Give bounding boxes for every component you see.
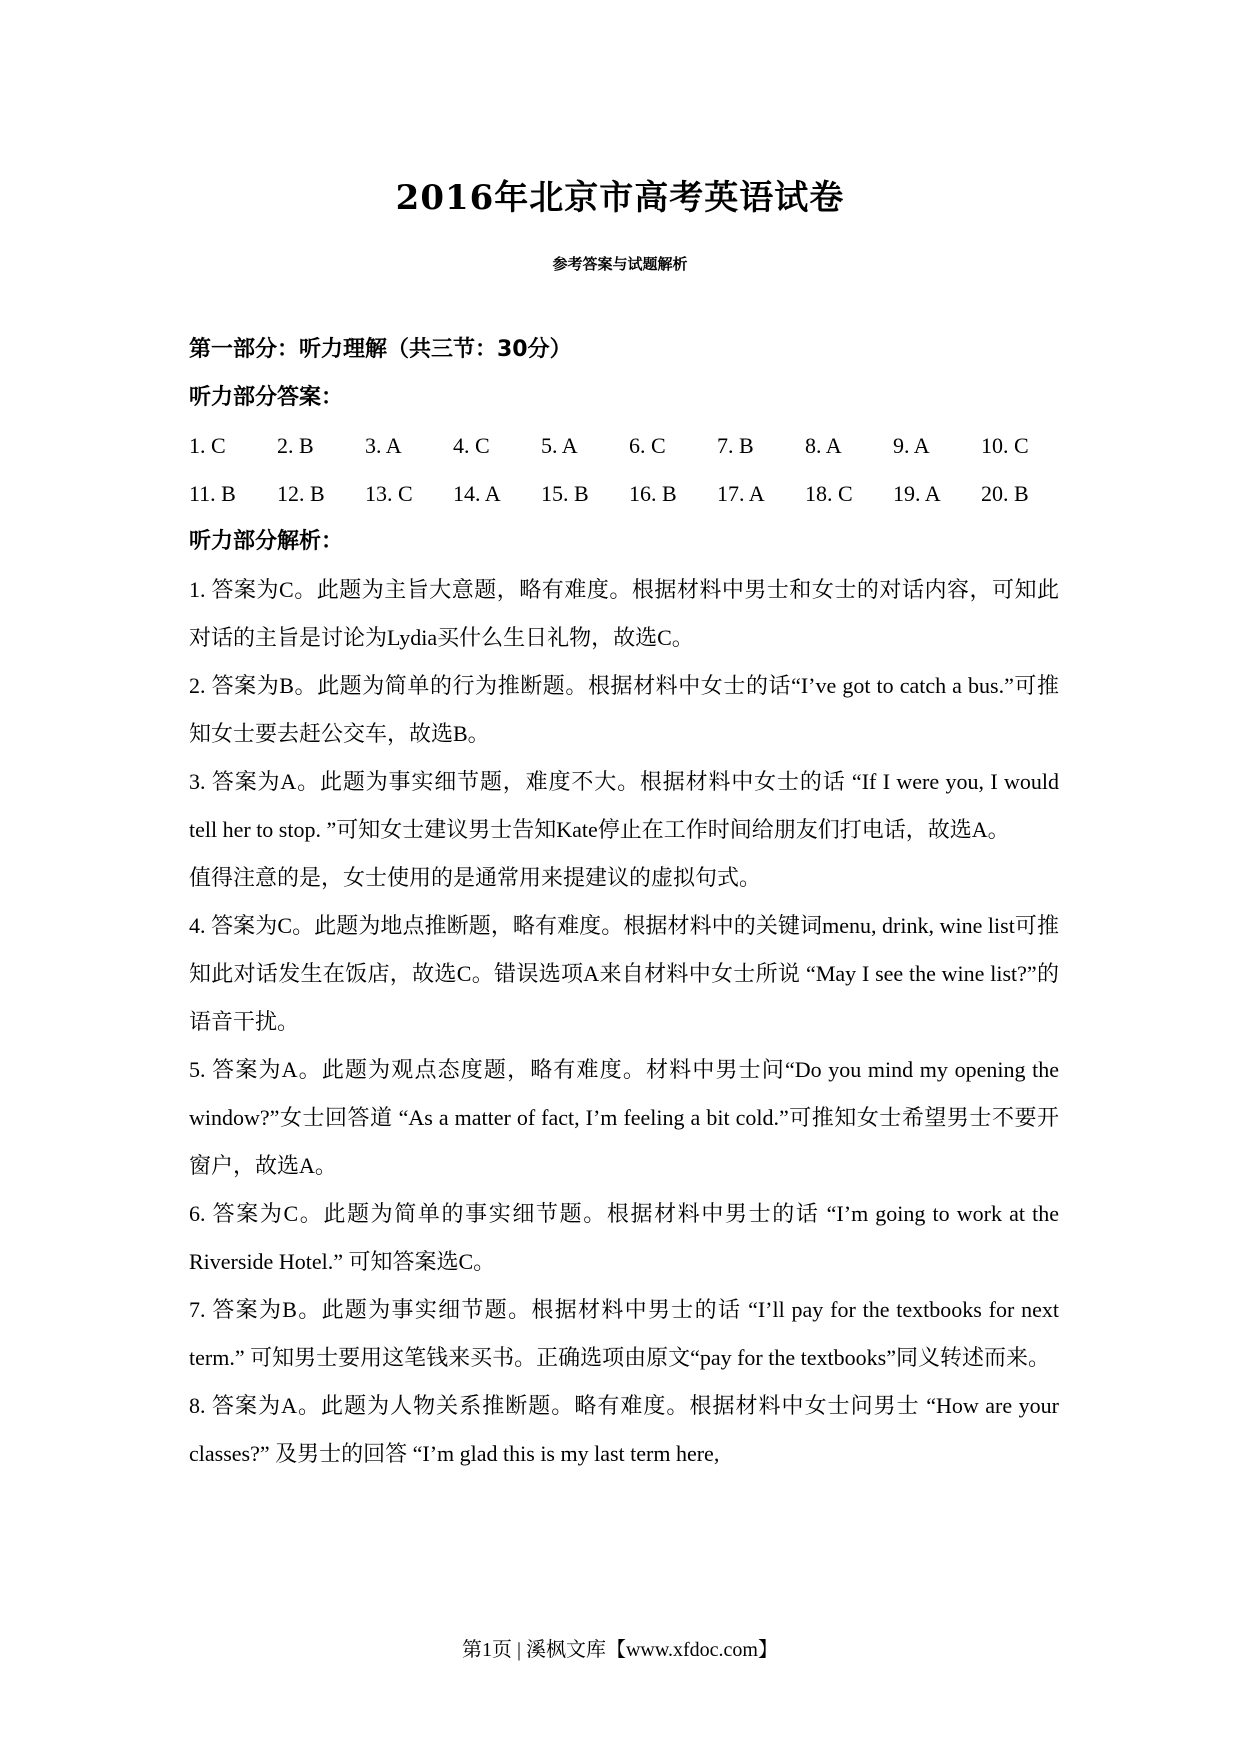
answer-item: 16. B (629, 481, 677, 506)
page-footer: 第1页 | 溪枫文库【www.xfdoc.com】 (461, 1639, 778, 1661)
answer-item: 9. A (893, 433, 930, 458)
answer-item: 11. B (189, 481, 236, 506)
answer-item: 7. B (717, 433, 754, 458)
answer-item: 3. A (365, 433, 402, 458)
answer-item: 10. C (981, 433, 1029, 458)
analysis-paragraph: 1. 答案为C。此题为主旨大意题，略有难度。根据材料中男士和女士的对话内容，可知此对话的主旨是讨论为Lydia买什么生日礼物，故选C。 (189, 577, 1059, 650)
answer-item: 20. B (981, 481, 1029, 506)
answer-item: 8. A (805, 433, 842, 458)
answer-item: 2. B (277, 433, 314, 458)
answer-item: 14. A (453, 481, 501, 506)
answer-item: 1. C (189, 433, 226, 458)
answer-item: 18. C (805, 481, 853, 506)
answers-row-2 (189, 470, 1059, 518)
answer-item: 6. C (629, 433, 666, 458)
document-title: 2016年北京市高考英语试卷 (395, 178, 845, 218)
answers-row-1 (189, 422, 1059, 470)
document-content (189, 326, 1059, 1478)
document-subtitle: 参考答案与试题解析 (552, 255, 688, 273)
analysis-paragraph: 2. 答案为B。此题为简单的行为推断题。根据材料中女士的话“I’ve got to catch a bus.”可推知女士要去赶公交车，故选B。 (189, 673, 1059, 746)
analysis-paragraph: 5. 答案为A。此题为观点态度题，略有难度。材料中男士问“Do you mind my opening the window?”女士回答道 “As a matter of fact, I’m feeling a bit cold.”可推知女士希望男士不要开窗户，故选A。 (189, 1057, 1059, 1178)
section-heading: 第一部分：听力理解（共三节：30分） (189, 337, 572, 362)
answer-item: 15. B (541, 481, 589, 506)
analysis-paragraph: 3. 答案为A。此题为事实细节题，难度不大。根据材料中女士的话 “If I were you, I would tell her to stop. ”可知女士建议男士告知Kate停止在工作时间给朋友们打电话，故选A。 (189, 769, 1059, 842)
analysis-paragraph: 6. 答案为C。此题为简单的事实细节题。根据材料中男士的话 “I’m going to work at the Riverside Hotel.” 可知答案选C。 (189, 1201, 1059, 1274)
analysis-paragraph: 值得注意的是，女士使用的是通常用来提建议的虚拟句式。 (189, 865, 762, 890)
answer-item: 4. C (453, 433, 490, 458)
analysis-heading: 听力部分解析： (189, 529, 344, 554)
answers-heading: 听力部分答案： (189, 385, 344, 410)
answer-item: 5. A (541, 433, 578, 458)
analysis-paragraph: 4. 答案为C。此题为地点推断题，略有难度。根据材料中的关键词menu, drink, wine list可推知此对话发生在饭店，故选C。错误选项A来自材料中女士所说 “May I see the wine list?”的语音干扰。 (189, 913, 1059, 1034)
analysis-paragraph: 7. 答案为B。此题为事实细节题。根据材料中男士的话 “I’ll pay for the textbooks for next term.” 可知男士要用这笔钱来买书。正确选项由原文“pay for the textbooks”同义转述而来。 (189, 1297, 1059, 1370)
answer-item: 19. A (893, 481, 941, 506)
analysis-paragraph: 8. 答案为A。此题为人物关系推断题。略有难度。根据材料中女士问男士 “How are your classes?” 及男士的回答 “I’m glad this is my last term here, (189, 1393, 1059, 1466)
answer-item: 13. C (365, 481, 413, 506)
answer-item: 17. A (717, 481, 765, 506)
answer-item: 12. B (277, 481, 325, 506)
